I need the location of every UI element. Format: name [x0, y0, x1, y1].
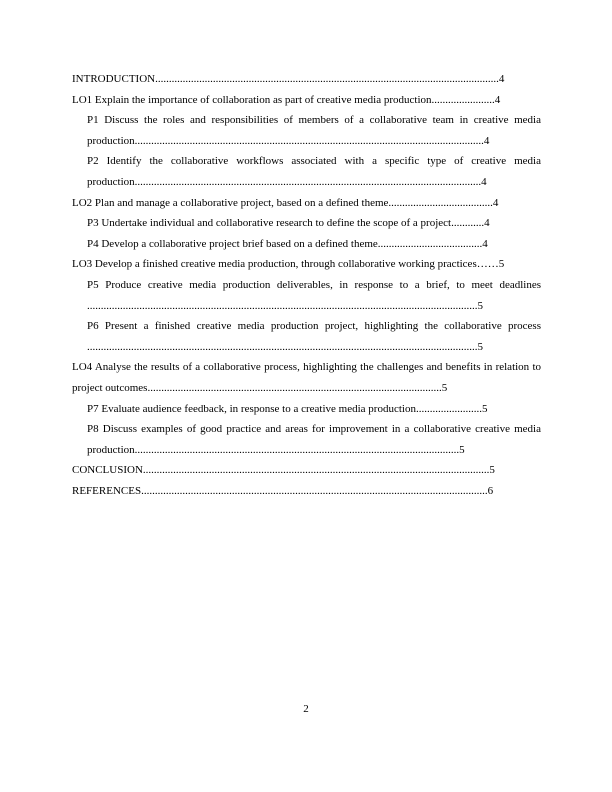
toc-entry-references[interactable]: REFERENCES..............................................................................................................................6	[72, 484, 494, 497]
toc-entry-introduction[interactable]: INTRODUCTION.............................................................................................................................4	[72, 73, 505, 85]
toc-entry-p1[interactable]: P1 Discuss the roles and responsibilities of members of a collaborative team in creative media production...............................................................................................................................4	[87, 114, 541, 147]
toc-entry-p6[interactable]: P6 Present a finished creative media production project, highlighting the collaborative process ..............................................................................................................................................5	[87, 320, 541, 353]
toc-entry-p8[interactable]: P8 Discuss examples of good practice and areas for improvement in a collaborative creative media production......................................................................................................................5	[87, 423, 541, 456]
toc-entry-conclusion[interactable]: CONCLUSION..............................................................................................................................5	[72, 464, 495, 477]
toc-entry-p7[interactable]: P7 Evaluate audience feedback, in response to a creative media production........................5	[87, 402, 488, 415]
page-number: 2	[303, 703, 309, 715]
toc-entry-lo4[interactable]: LO4 Analyse the results of a collaborative process, highlighting the challenges and benefits in relation to project outcomes...........................................................................................................5	[72, 361, 541, 394]
toc-entry-p3[interactable]: P3 Undertake individual and collaborative research to define the scope of a project............4	[87, 217, 490, 230]
toc-entry-p4[interactable]: P4 Develop a collaborative project brief based on a defined theme......................................4	[87, 237, 488, 250]
toc-entry-p5[interactable]: P5 Produce creative media production deliverables, in response to a brief, to meet deadlines ..............................................................................................................................................5	[87, 278, 541, 312]
toc-entry-lo1[interactable]: LO1 Explain the importance of collaboration as part of creative media production.......................4	[72, 93, 501, 106]
toc-entry-p2[interactable]: P2 Identify the collaborative workflows associated with a specific type of creative media production..............................................................................................................................4	[87, 155, 541, 188]
table-of-contents	[72, 69, 541, 501]
toc-entry-lo2[interactable]: LO2 Plan and manage a collaborative project, based on a defined theme......................................4	[72, 196, 499, 209]
toc-entry-lo3[interactable]: LO3 Develop a finished creative media production, through collaborative working practices……5	[72, 258, 505, 271]
